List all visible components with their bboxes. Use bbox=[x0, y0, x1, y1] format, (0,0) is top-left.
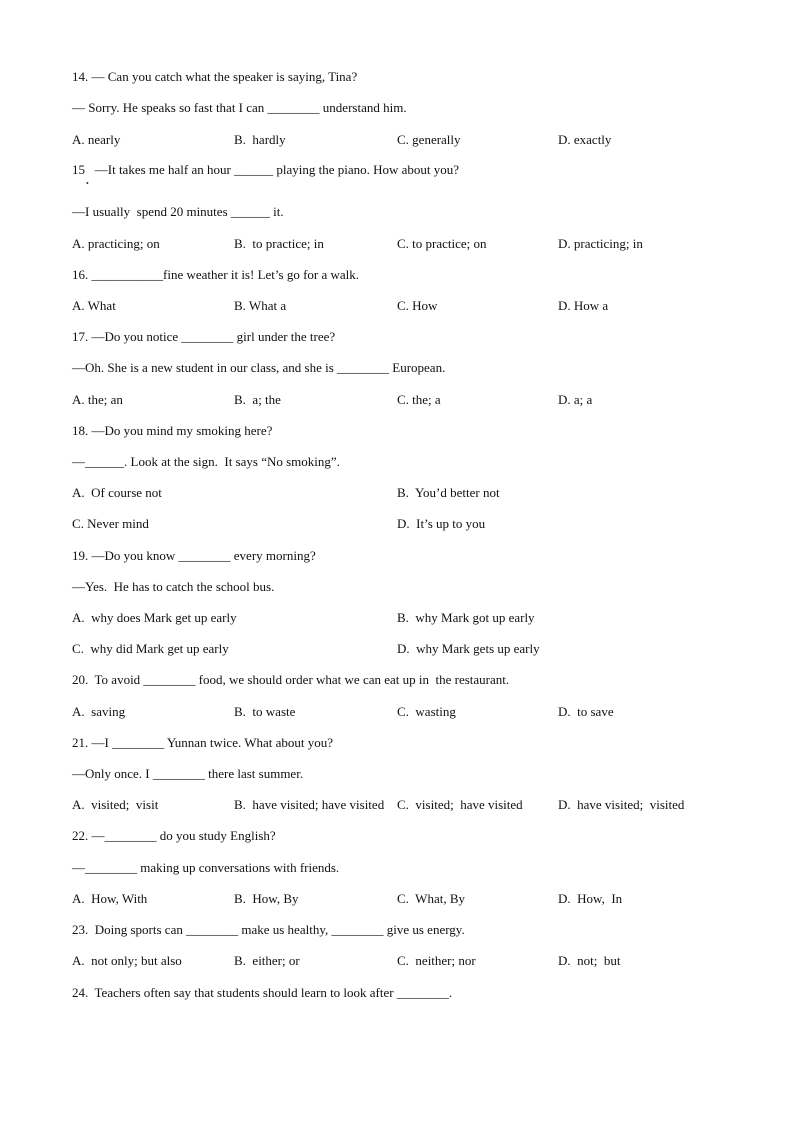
q22-option-b: B. How, By bbox=[234, 891, 299, 906]
q22-option-d: D. How, In bbox=[558, 891, 623, 906]
q20-option-d: D. to save bbox=[558, 704, 614, 719]
q16-option-a: A. What bbox=[72, 298, 116, 313]
q24-stem: 24. Teachers often say that students should learn to look after ________. bbox=[72, 985, 453, 1000]
q22-stem-line-2: —________ making up conversations with friends. bbox=[72, 860, 340, 875]
q17-option-a: A. the; an bbox=[72, 392, 123, 407]
q17-stem-line-2: —Oh. She is a new student in our class, and she is ________ European. bbox=[72, 360, 446, 375]
q17-option-d: D. a; a bbox=[558, 392, 593, 407]
q23-option-d: D. not; but bbox=[558, 953, 621, 968]
q14-option-c: C. generally bbox=[397, 132, 461, 147]
q17-option-b: B. a; the bbox=[234, 392, 281, 407]
q14-option-b: B. hardly bbox=[234, 132, 286, 147]
q16-stem: 16. ___________fine weather it is! Let’s go for a walk. bbox=[72, 267, 360, 282]
q19-stem-line-2: —Yes. He has to catch the school bus. bbox=[72, 579, 275, 594]
q14-option-d: D. exactly bbox=[558, 132, 612, 147]
q14-option-a: A. nearly bbox=[72, 132, 121, 147]
q18-option-a: A. Of course not bbox=[72, 485, 162, 500]
q15-stem-line-2: —I usually spend 20 minutes ______ it. bbox=[72, 204, 284, 219]
q19-option-c: C. why did Mark get up early bbox=[72, 641, 229, 656]
q21-stem-line-2: —Only once. I ________ there last summer. bbox=[72, 766, 304, 781]
q21-option-b: B. have visited; have visited bbox=[234, 797, 385, 812]
q23-option-c: C. neither; nor bbox=[397, 953, 476, 968]
q17-option-c: C. the; a bbox=[397, 392, 441, 407]
q19-option-d: D. why Mark gets up early bbox=[397, 641, 540, 656]
q16-option-c: C. How bbox=[397, 298, 438, 313]
q21-option-a: A. visited; visit bbox=[72, 797, 159, 812]
q18-option-c: C. Never mind bbox=[72, 516, 149, 531]
q21-option-c: C. visited; have visited bbox=[397, 797, 523, 812]
q23-stem: 23. Doing sports can ________ make us healthy, ________ give us energy. bbox=[72, 922, 465, 937]
q20-stem: 20. To avoid ________ food, we should order what we can eat up in the restaurant. bbox=[72, 672, 510, 687]
q21-stem-line-1: 21. —I ________ Yunnan twice. What about you? bbox=[72, 735, 334, 750]
q18-stem-line-1: 18. —Do you mind my smoking here? bbox=[72, 423, 273, 438]
q19-stem-line-1: 19. —Do you know ________ every morning? bbox=[72, 548, 316, 563]
q18-option-d: D. It’s up to you bbox=[397, 516, 486, 531]
q15-option-c: C. to practice; on bbox=[397, 236, 487, 251]
q15-dot-mark: • bbox=[86, 179, 89, 188]
q22-stem-line-1: 22. —________ do you study English? bbox=[72, 828, 276, 843]
q16-option-d: D. How a bbox=[558, 298, 609, 313]
q23-option-a: A. not only; but also bbox=[72, 953, 182, 968]
q15-option-a: A. practicing; on bbox=[72, 236, 160, 251]
q22-option-a: A. How, With bbox=[72, 891, 148, 906]
q18-option-b: B. You’d better not bbox=[397, 485, 500, 500]
q15-option-d: D. practicing; in bbox=[558, 236, 643, 251]
q22-option-c: C. What, By bbox=[397, 891, 466, 906]
q20-option-a: A. saving bbox=[72, 704, 126, 719]
q19-option-a: A. why does Mark get up early bbox=[72, 610, 237, 625]
q15-option-b: B. to practice; in bbox=[234, 236, 324, 251]
q16-option-b: B. What a bbox=[234, 298, 287, 313]
q20-option-c: C. wasting bbox=[397, 704, 456, 719]
q17-stem-line-1: 17. —Do you notice ________ girl under the tree? bbox=[72, 329, 336, 344]
q20-option-b: B. to waste bbox=[234, 704, 296, 719]
q23-option-b: B. either; or bbox=[234, 953, 300, 968]
q18-stem-line-2: —______. Look at the sign. It says “No smoking”. bbox=[72, 454, 340, 469]
q15-stem-line-1: 15 —It takes me half an hour ______ playing the piano. How about you? bbox=[72, 162, 460, 177]
q19-option-b: B. why Mark got up early bbox=[397, 610, 535, 625]
q21-option-d: D. have visited; visited bbox=[558, 797, 685, 812]
q14-stem-line-1: 14. — Can you catch what the speaker is saying, Tina? bbox=[72, 69, 358, 84]
q14-stem-line-2: — Sorry. He speaks so fast that I can ________ understand him. bbox=[72, 100, 407, 115]
